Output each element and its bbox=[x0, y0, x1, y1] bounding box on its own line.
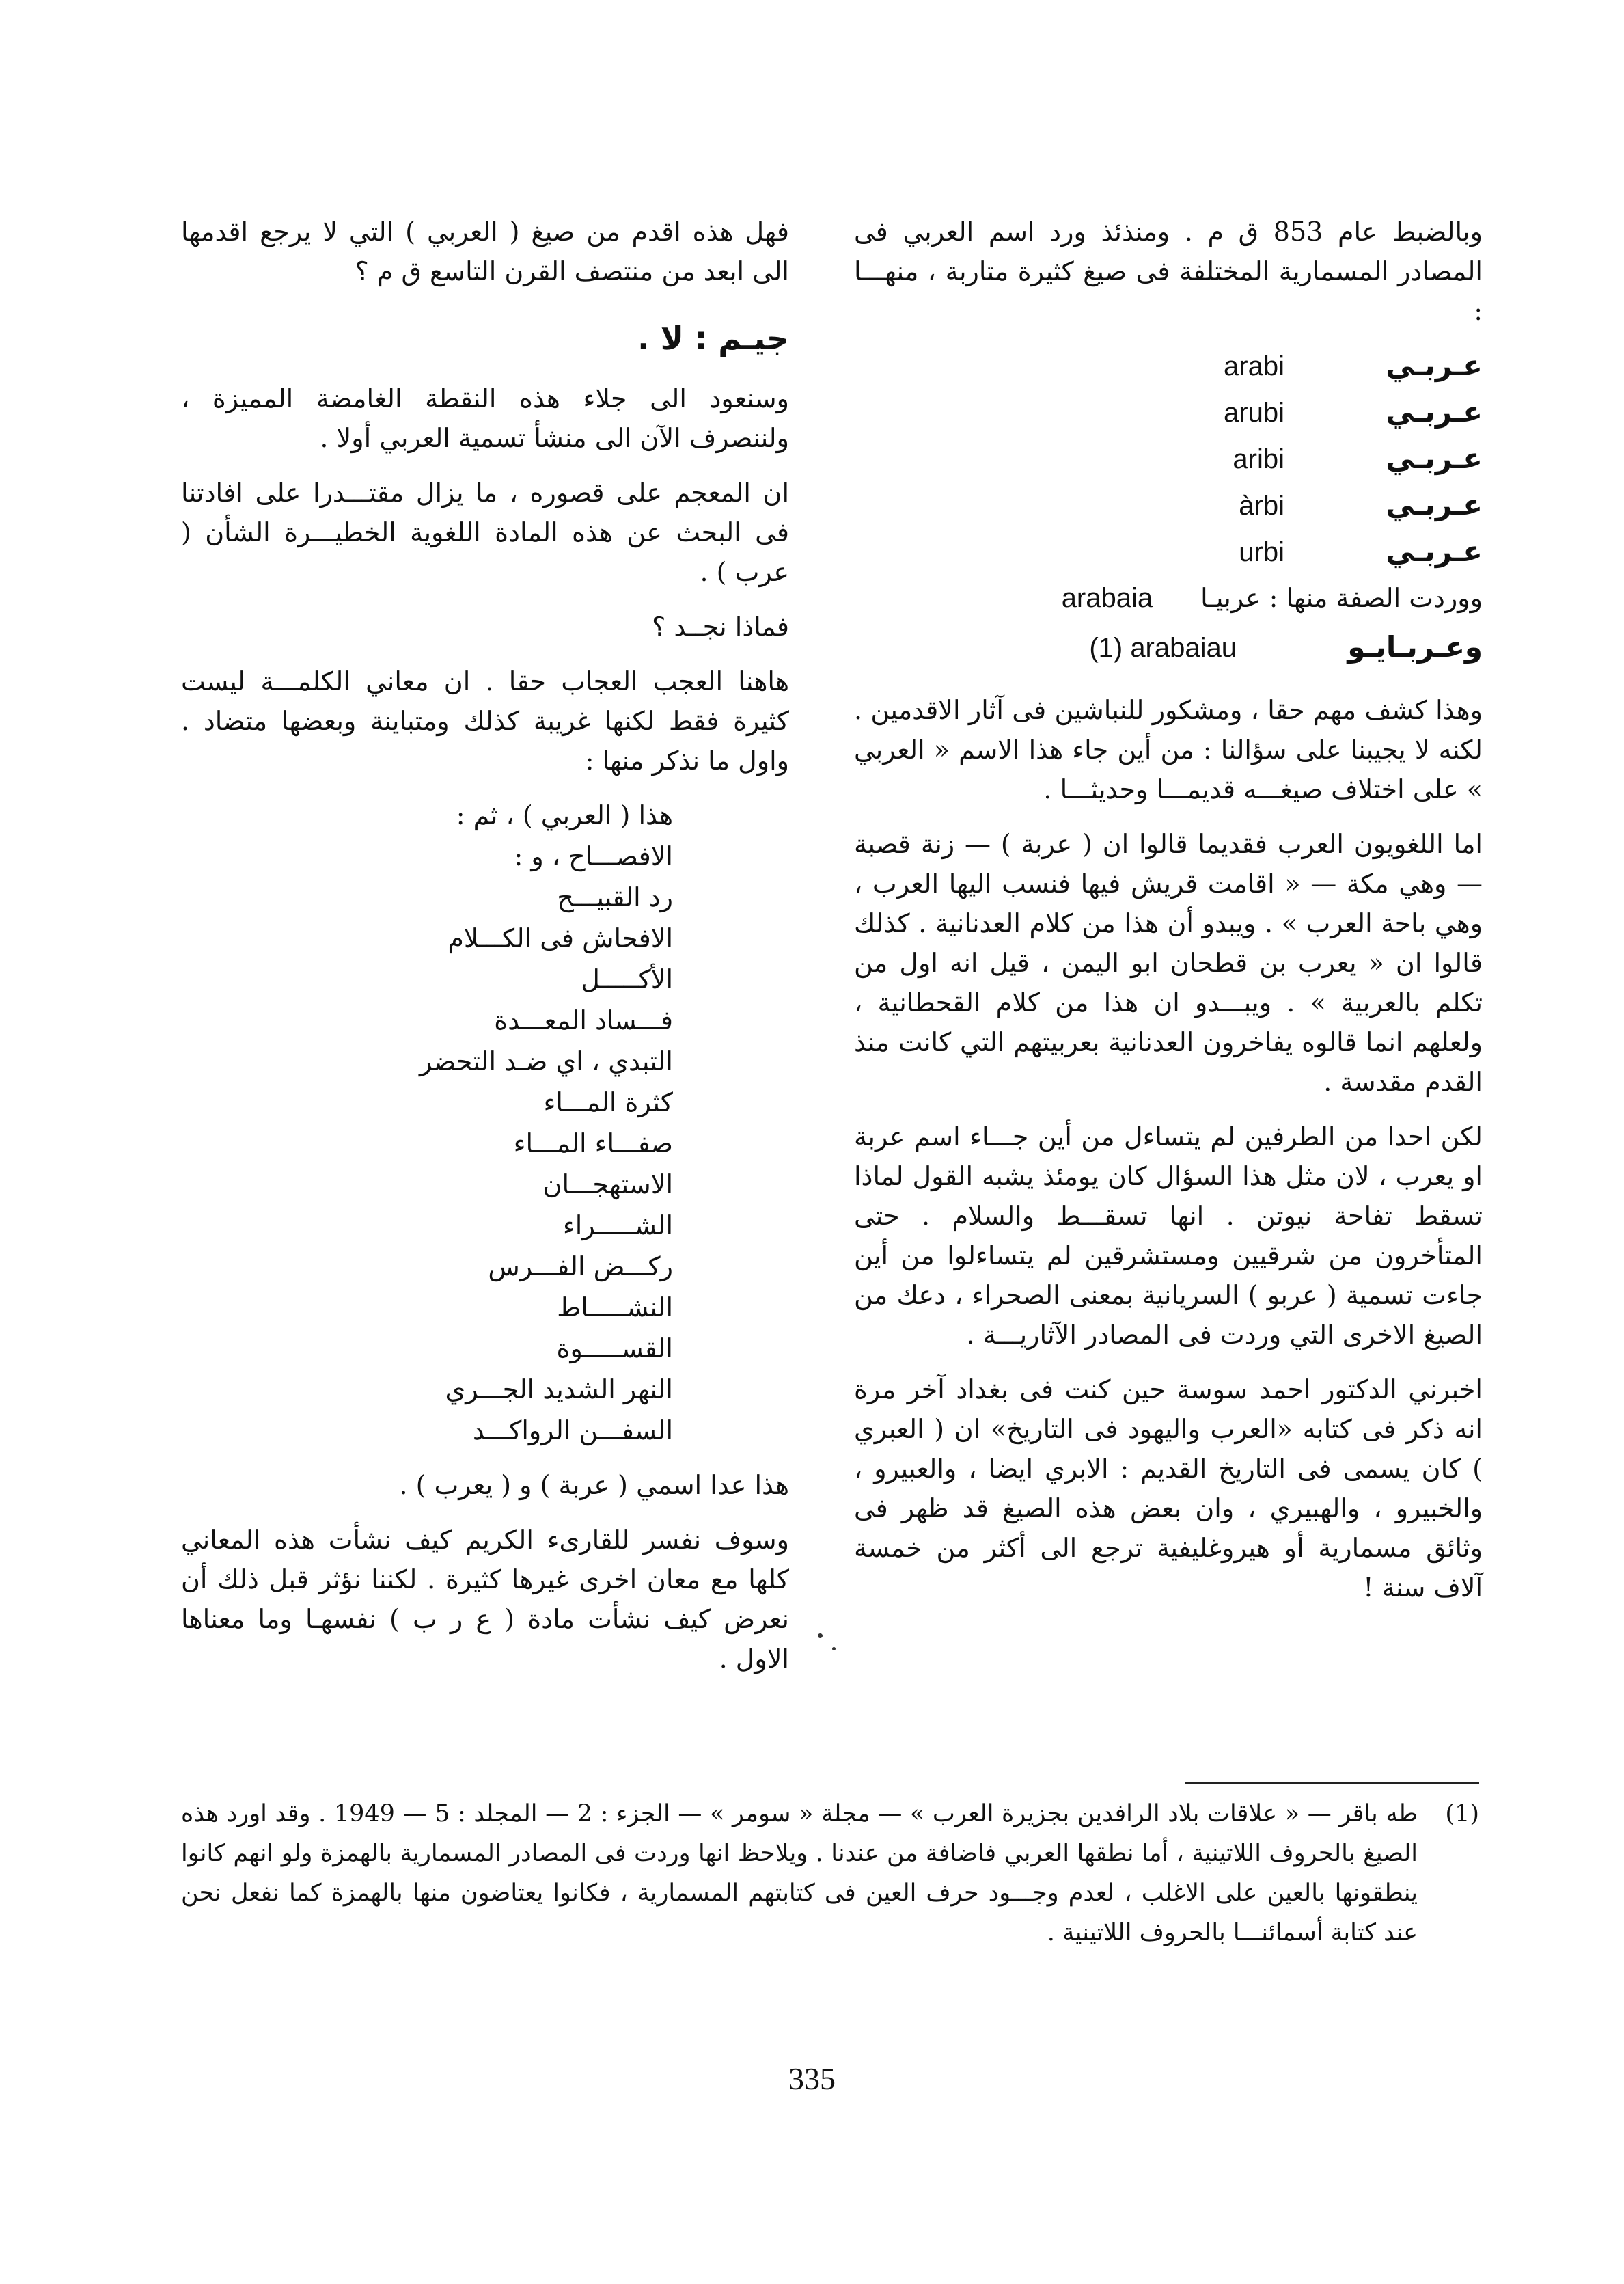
meaning-item: الشـــــراء bbox=[562, 1210, 673, 1240]
name-form-row bbox=[854, 485, 1483, 532]
right-column bbox=[854, 212, 1483, 1622]
meaning-item: التبدي ، اي ضـد التحضر bbox=[419, 1046, 673, 1076]
opening-paragraph: فهل هذه اقدم من صيغ ( العربي ) التي لا يرجع اقدمها الى ابعد من منتصف القرن التاسع ق م ؟ bbox=[181, 217, 789, 286]
footnote-marker: (1) bbox=[1445, 1800, 1479, 1827]
meaning-item: ركـــض الفـــرس bbox=[488, 1251, 673, 1281]
meanings-list bbox=[181, 796, 789, 1452]
adjective2-latin: (1) arabaiau bbox=[1089, 633, 1237, 663]
meaning-item: رد القبيـــح bbox=[557, 882, 673, 912]
intro-paragraph: وبالضبط عام 853 ق م . ومنذئذ ورد اسم العربي فى المصادر المسمارية المختلفة فى صيغ كثيرة متاربة ، منهـــا : bbox=[854, 217, 1483, 326]
body-paragraph: هاهنا العجب العجاب حقا . ان معاني الكلمـــة ليست كثيرة فقط لكنها غريبة كذلك ومتباينة وبعضها متضاد . واول ما نذكر منها : bbox=[181, 666, 789, 776]
adjective-latin: arabaia bbox=[1061, 583, 1153, 613]
name-form-latin: urbi bbox=[1239, 537, 1284, 567]
name-forms-list bbox=[854, 346, 1483, 578]
meaning-item: الافصـــاح ، و : bbox=[514, 841, 673, 871]
name-form-latin: arabi bbox=[1224, 351, 1284, 381]
body-paragraph: وسنعود الى جلاء هذه النقطة الغامضة المميزة ، ولننصرف الآن الى منشأ تسمية العربي أولا . bbox=[181, 383, 789, 453]
meaning-item: النهر الشديد الجـــري bbox=[445, 1374, 673, 1404]
meaning-item: هذا ( العربي ) ، ثم : bbox=[456, 800, 673, 830]
meaning-item: كثرة المـــاء bbox=[543, 1087, 673, 1117]
meaning-item: السفـــن الرواكـــد bbox=[472, 1415, 673, 1445]
section-heading: جيـم : لا . bbox=[637, 320, 789, 357]
meaning-item: النشـــــاط bbox=[557, 1292, 673, 1322]
adjective-row-2 bbox=[854, 627, 1483, 682]
adjective-label: ووردت الصفة منها : عربيـا bbox=[1200, 583, 1483, 613]
body-paragraph: فماذا نجــد ؟ bbox=[652, 612, 789, 642]
name-form-row bbox=[854, 532, 1483, 578]
footnote-divider bbox=[1185, 1782, 1479, 1784]
name-form-arabic: عـربـي bbox=[1386, 441, 1483, 475]
name-form-arabic: عـربـي bbox=[1386, 488, 1483, 521]
name-form-arabic: عـربـي bbox=[1386, 349, 1483, 382]
name-form-arabic: عـربـي bbox=[1386, 395, 1483, 429]
name-form-row bbox=[854, 392, 1483, 439]
body-paragraph: هذا عدا اسمي ( عربة ) و ( يعرب ) . bbox=[399, 1470, 789, 1500]
meaning-item: الافحاش فى الكـــلام bbox=[448, 923, 673, 953]
name-form-latin: arubi bbox=[1224, 398, 1284, 428]
body-paragraph: لكن احدا من الطرفين لم يتساءل من أين جـــاء اسم عربة او يعرب ، لان مثل هذا السؤال كان يومئذ يشبه القول لماذا تسقط تفاحة نيوتن . انها تسقـــط والسلام . حتى المتأخرون من شرقيين ومستشرقين لم يتساءلوا من أين جاءت تسمية ( عربو ) السريانية بمعنى الصحراء ، دعك من الصيغ الاخرى التي وردت فى المصادر الآثاريـــة . bbox=[854, 1121, 1483, 1350]
name-form-row bbox=[854, 346, 1483, 392]
scan-speck bbox=[818, 1633, 823, 1638]
body-paragraph: اما اللغويون العرب فقديما قالوا ان ( عربة ) — زنة قصبة — وهي مكة — « اقامت قريش فيها فنسب اليها العرب ، وهي باحة العرب » . ويبدو أن هذا من كلام العدنانية . كذلك قالوا ان « يعرب بن قطحان ابو اليمن ، قيل انه اول من تكلم بالعربية » . ويبـــدو ان هذا من كلام القحطانية ، ولعلهم انما قالوه يفاخرون العدنانية بعربيتهم التي كانت منذ القدم مقدسة . bbox=[854, 829, 1483, 1097]
footnote bbox=[181, 1794, 1479, 1953]
name-form-arabic: عـربـي bbox=[1386, 534, 1483, 568]
body-paragraph: وسوف نفسر للقارىء الكريم كيف نشأت هذه المعاني كلها مع معان اخرى غيرها كثيرة . لكننا نؤثر قبل ذلك أن نعرض كيف نشأت مادة ( ع ر ب ) نفسهـا وما معناها الاول . bbox=[181, 1525, 789, 1674]
meaning-item: القســـــوة bbox=[556, 1333, 673, 1363]
name-form-latin: àrbi bbox=[1239, 491, 1284, 521]
adjective-row bbox=[854, 578, 1483, 627]
name-form-row bbox=[854, 439, 1483, 485]
adjective2-arabic: وعـربـايـو bbox=[1347, 630, 1483, 664]
footnote-text: طه باقر — « علاقات بلاد الرافدين بجزيرة العرب » — مجلة « سومر » — الجزء : 2 — المجلد : 5 — 1949 . وقد اورد هذه الصيغ بالحروف اللاتينية ، أما نطقها العربي فاضافة من عندنا . ويلاحظ انها وردت فى المصادر المسمارية بالهمزة ولو انهم كانوا ينطقونها بالعين على الاغلب ، لعدم وجـــود حرف العين فى كتابتهم المسمارية ، فكانوا يعتاضون منها بالهمزة كما نفعل نحن عند كتابة أسمائنـــا بالحروف اللاتينية . bbox=[181, 1800, 1418, 1946]
body-paragraph: اخبرني الدكتور احمد سوسة حين كنت فى بغداد آخر مرة انه ذكر فى كتابه «العرب واليهود فى التاريخ» ان ( العبري ) كان يسمى فى التاريخ القديم : الابري ايضا ، والعبيرو ، والخبيرو ، والهبيري ، وان بعض هذه الصيغ قد ظهر فى وثائق مسمارية أو هيروغليفية ترجع الى أكثر من خمسة آلاف سنة ! bbox=[854, 1374, 1483, 1603]
meaning-item: الاستهجـــان bbox=[542, 1169, 673, 1199]
left-column bbox=[181, 212, 789, 1694]
name-form-latin: aribi bbox=[1233, 444, 1284, 474]
body-paragraph: ان المعجم على قصوره ، ما يزال مقتـــدرا على افادتنا فى البحث عن هذه المادة اللغوية الخطيـــرة الشأن ( عرب ) . bbox=[181, 478, 789, 587]
meaning-item: الأكـــــل bbox=[581, 964, 673, 994]
meaning-item: صفـــاء المـــاء bbox=[513, 1128, 673, 1158]
body-paragraph: وهذا كشف مهم حقا ، ومشكور للنباشين فى آثار الاقدمين . لكنه لا يجيبنا على سؤالنا : من أين جاء هذا الاسم « العربي » على اختلاف صيغـــه قديمـــا وحديثـــا . bbox=[854, 695, 1483, 804]
scan-speck bbox=[832, 1647, 836, 1650]
page-number: 335 bbox=[788, 2061, 836, 2096]
meaning-item: فـــساد المعـــدة bbox=[494, 1005, 673, 1035]
